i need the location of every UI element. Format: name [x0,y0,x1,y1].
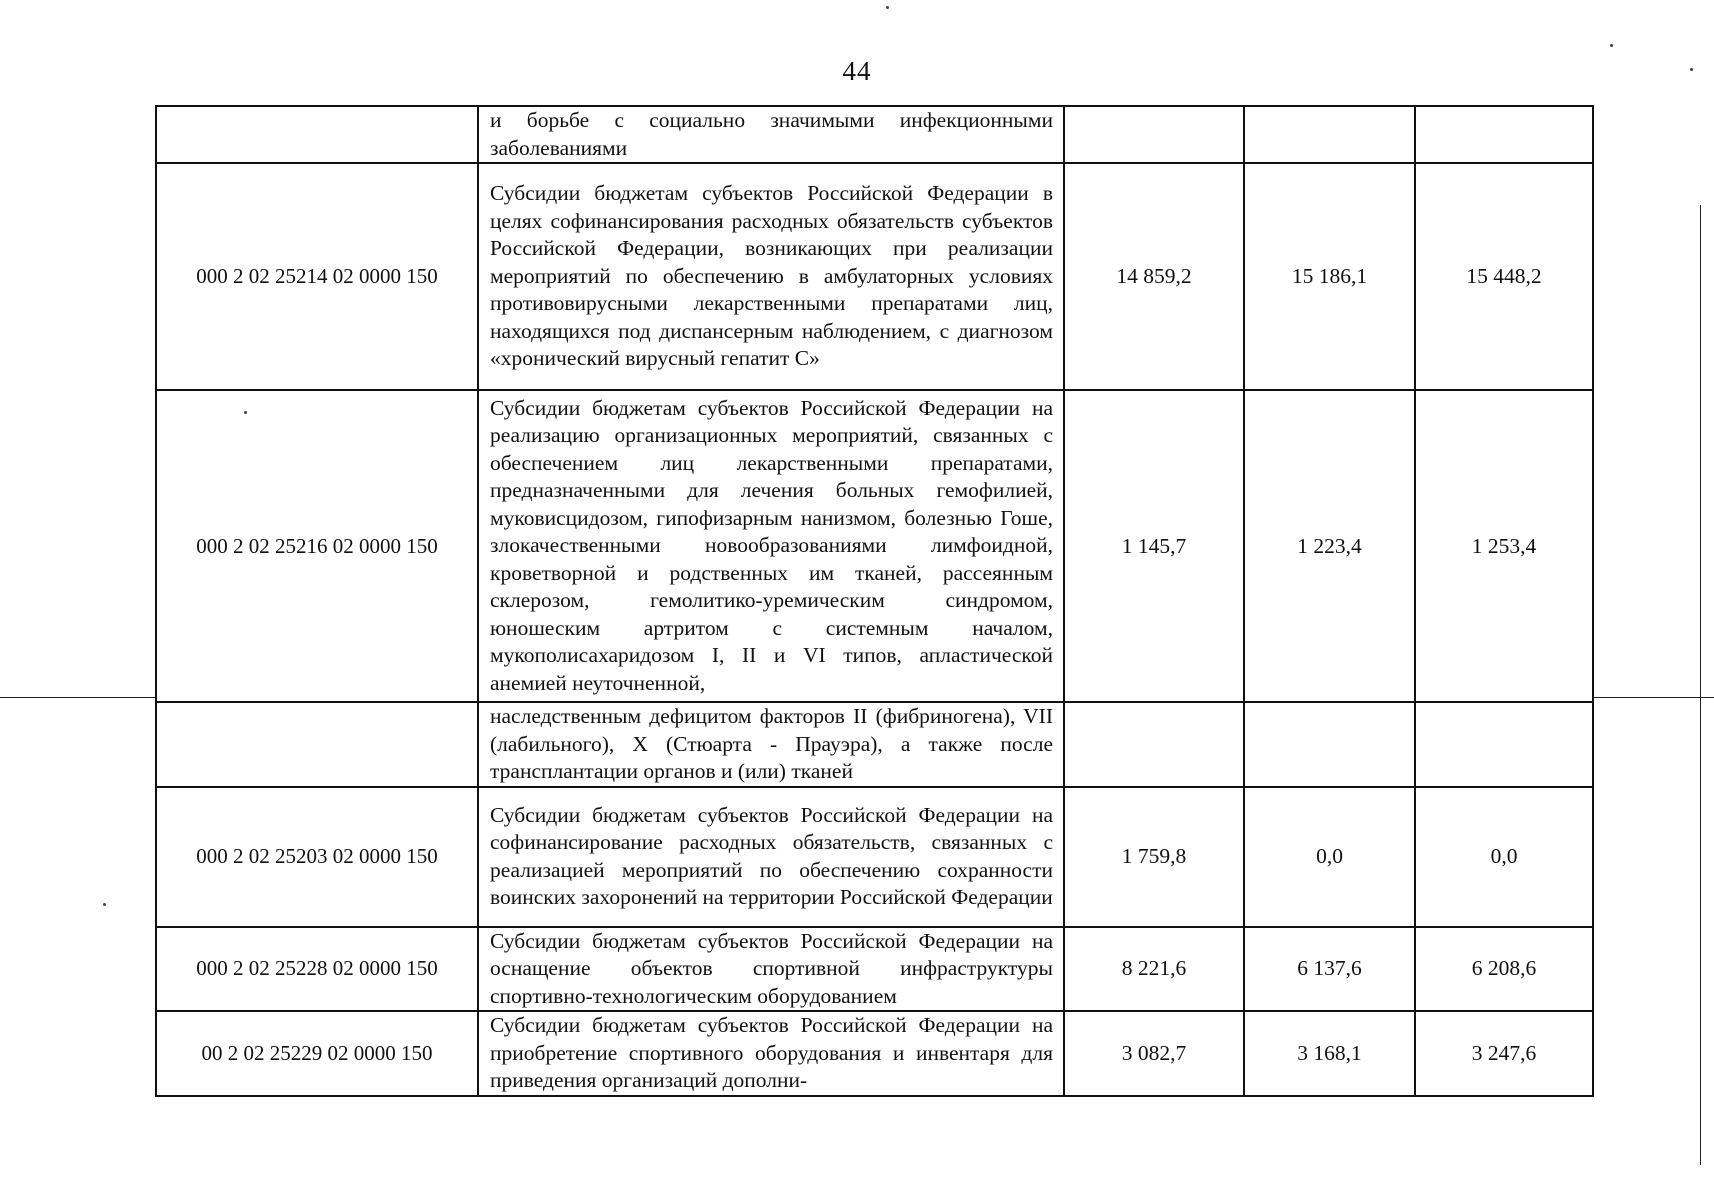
scan-fold-line-right [1592,697,1714,698]
amount-cell [1064,702,1244,787]
table-row [156,787,1593,927]
description-cell: и борьбе с социально значимыми инфекционными заболеваниями [478,106,1064,163]
description-cell: Субсидии бюджетам субъектов Российской Федерации на софинансирование расходных обязательств, связанных с реализацией мероприятий по обеспечению сохранности воинских захоронений на территории Российской Федерации [478,787,1064,927]
description-cell: Субсидии бюджетам субъектов Российской Федерации на реализацию организационных мероприятий, связанных с обеспечением лиц лекарственными препаратами, предназначенными для лечения больных гемофилией, муковисцидозом, гипофизарным нанизмом, болезнью Гоше, злокачественными новообразованиями лимфоидной, кроветворной и родственных им тканей, рассеянным склерозом, гемолитико-уремическим синдромом, юношеским артритом с системным началом, мукополисахаридозом I, II и VI типов, апластической анемией неуточненной, [478,390,1064,702]
budget-code-cell: 000 2 02 25228 02 0000 150 [156,927,478,1012]
scan-speck [1610,44,1613,47]
scan-speck [1690,68,1693,71]
table-row [156,927,1593,1012]
budget-revenue-table [155,105,1594,1097]
scan-right-edge-line [1700,205,1701,1165]
amount-cell: 6 208,6 [1415,927,1593,1012]
amount-cell: 15 448,2 [1415,163,1593,390]
budget-code-cell: 000 2 02 25214 02 0000 150 [156,163,478,390]
amount-cell: 0,0 [1415,787,1593,927]
description-cell: Субсидии бюджетам субъектов Российской Федерации на приобретение спортивного оборудования и инвентаря для приведения организаций дополни- [478,1011,1064,1096]
amount-cell: 1 253,4 [1415,390,1593,702]
table-row [156,163,1593,390]
amount-cell: 1 759,8 [1064,787,1244,927]
description-cell: наследственным дефицитом факторов II (фибриногена), VII (лабильного), X (Стюарта - Прауэра), а также после трансплантации органов и (или) тканей [478,702,1064,787]
table-row [156,390,1593,702]
table-row [156,106,1593,163]
budget-code-cell: 000 2 02 25203 02 0000 150 [156,787,478,927]
description-cell: Субсидии бюджетам субъектов Российской Федерации в целях софинансирования расходных обязательств субъектов Российской Федерации, возникающих при реализации мероприятий по обеспечению в амбулаторных условиях противовирусными лекарственными препаратами лиц, находящихся под диспансерным наблюдением, с диагнозом «хронический вирусный гепатит С» [478,163,1064,390]
scan-speck [103,903,106,906]
amount-cell [1064,106,1244,163]
amount-cell: 3 168,1 [1244,1011,1415,1096]
amount-cell [1415,702,1593,787]
amount-cell: 8 221,6 [1064,927,1244,1012]
amount-cell: 3 082,7 [1064,1011,1244,1096]
table-row [156,1011,1593,1096]
amount-cell: 3 247,6 [1415,1011,1593,1096]
table-row [156,702,1593,787]
amount-cell: 14 859,2 [1064,163,1244,390]
scan-fold-line-left [0,697,155,698]
amount-cell [1244,702,1415,787]
budget-code-cell [156,106,478,163]
amount-cell: 15 186,1 [1244,163,1415,390]
budget-code-cell [156,702,478,787]
budget-code-cell: 00 2 02 25229 02 0000 150 [156,1011,478,1096]
amount-cell [1244,106,1415,163]
amount-cell: 0,0 [1244,787,1415,927]
budget-code-cell: 000 2 02 25216 02 0000 150 [156,390,478,702]
amount-cell: 1 145,7 [1064,390,1244,702]
description-cell: Субсидии бюджетам субъектов Российской Федерации на оснащение объектов спортивной инфраструктуры спортивно-технологическим оборудованием [478,927,1064,1012]
amount-cell [1415,106,1593,163]
scan-speck [886,6,889,9]
amount-cell: 6 137,6 [1244,927,1415,1012]
page-number: 44 [842,56,872,86]
amount-cell: 1 223,4 [1244,390,1415,702]
